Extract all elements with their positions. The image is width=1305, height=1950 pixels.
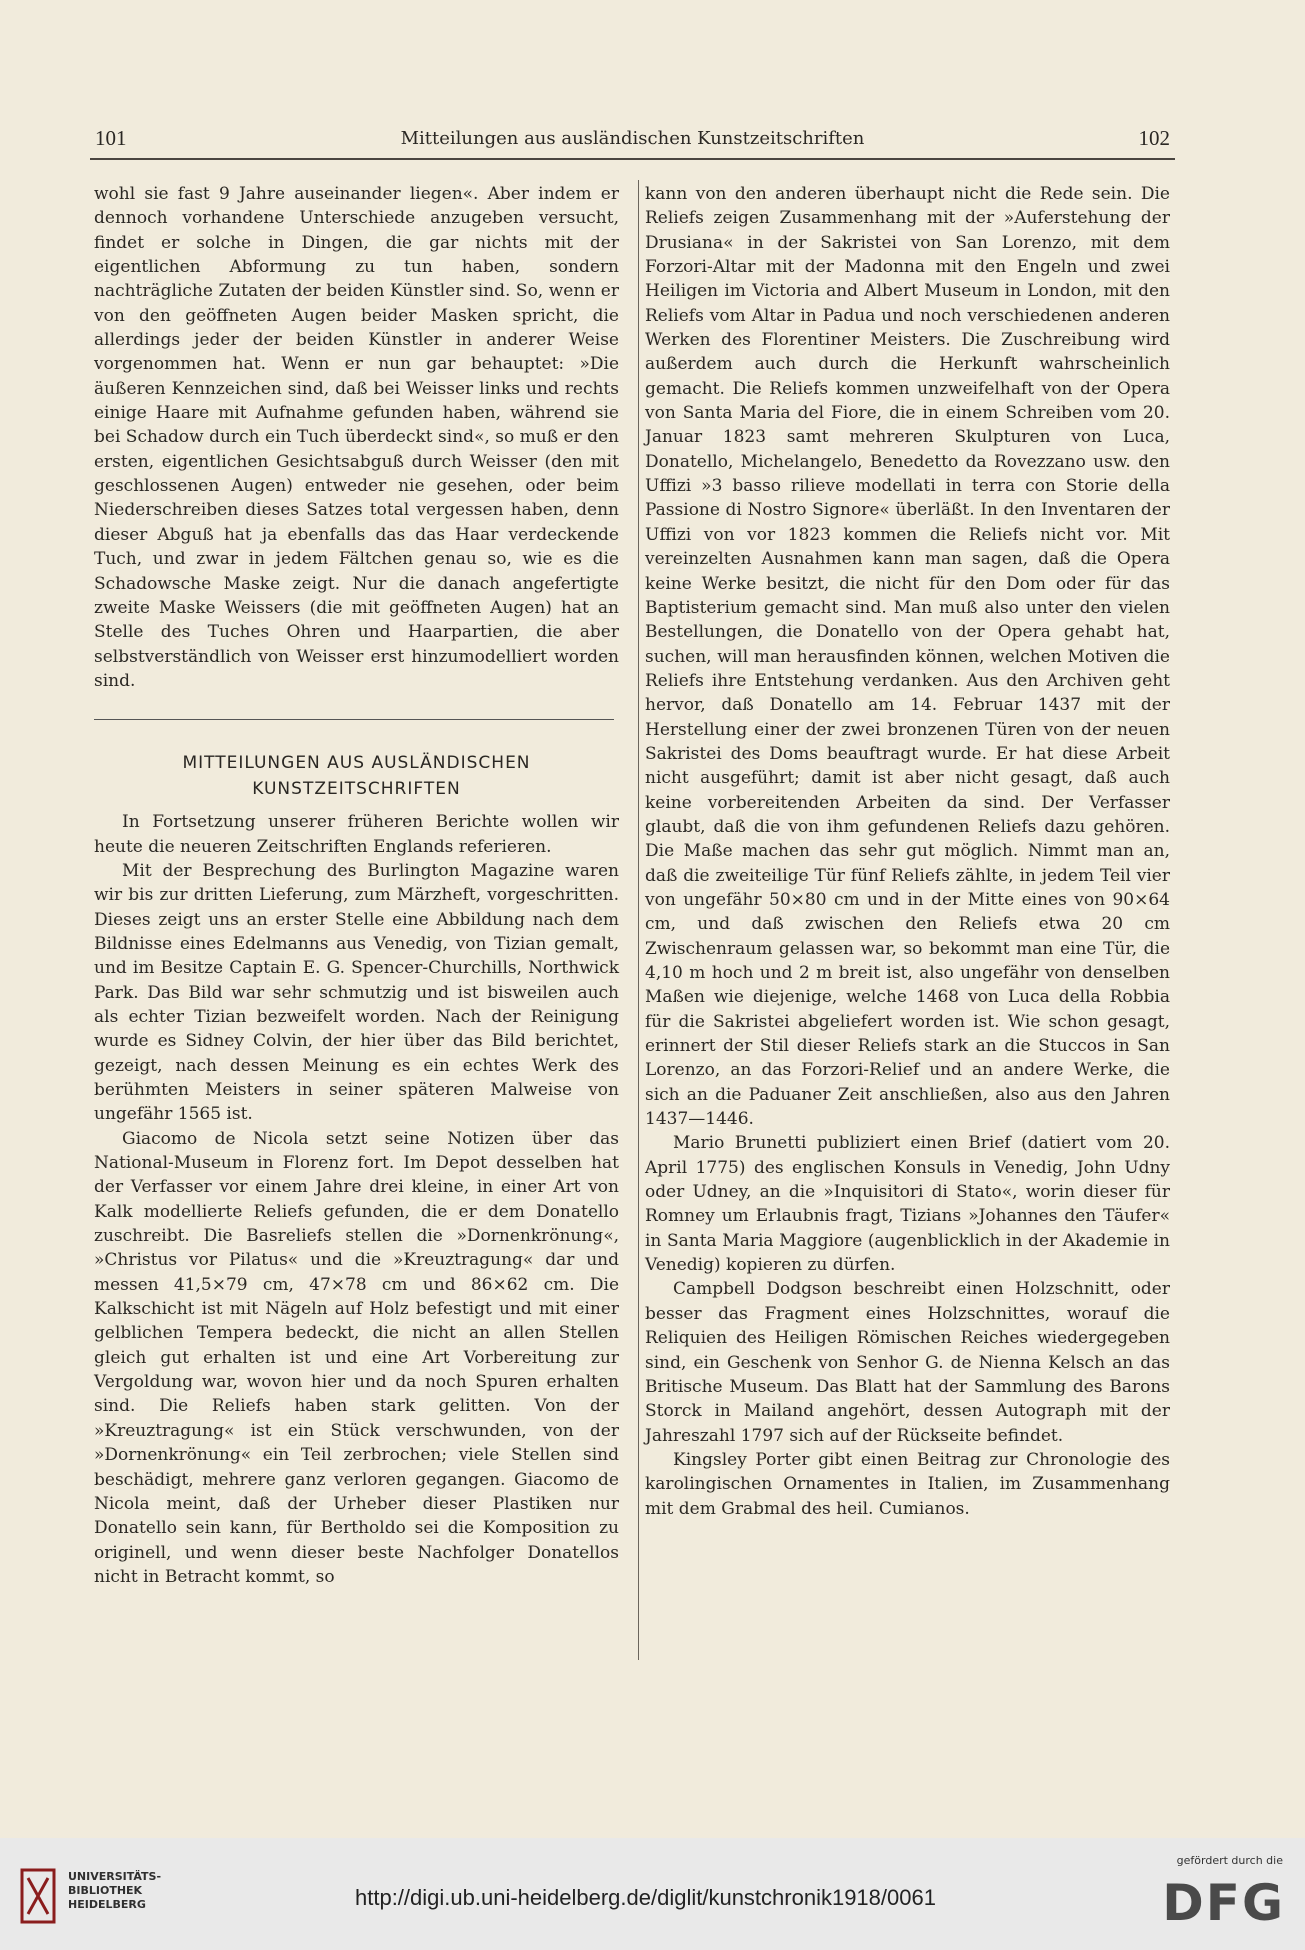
header-rule [90,158,1175,160]
digitization-footer [0,1838,1305,1950]
paragraph: wohl sie fast 9 Jahre auseinander liegen«. Aber indem er dennoch vorhandene Unterschiede anzugeben versucht, findet er solche in Dingen, die gar nichts mit der eigentlichen Abformung zu tun haben, sondern nachträgliche Zutaten der beiden Künstler sind. So, wenn er von den geöffneten Augen beider Masken spricht, die allerdings jeder der beiden Künstler in anderer Weise vorgenommen hat. Wenn er nun gar behauptet: »Die äußeren Kennzeichen sind, daß bei Weisser links und rechts einige Haare mit Aufnahme gefunden haben, während sie bei Schadow durch ein Tuch überdeckt sind«, so muß er den ersten, eigentlichen Gesichtsabguß durch Weisser (den mit geschlossenen Augen) entweder nie gesehen, oder beim Niederschreiben dieses Satzes total vergessen haben, denn dieser Abguß hat ja ebenfalls das das Haar verdeckende Tuch, und zwar in jedem Fältchen genau so, wie es die Schadowsche Maske zeigt. Nur die danach angefertigte zweite Maske Weissers (die mit geöffneten Augen) hat an Stelle des Tuches Ohren und Haarpartien, die aber selbstverständlich von Weisser erst hinzumodelliert worden sind. [94,184,619,691]
permalink[interactable]: http://digi.ub.uni-heidelberg.de/diglit/kunstchronik1918/0061 [355,1885,936,1910]
paragraph: Mit der Besprechung des Burlington Magazine waren wir bis zur dritten Lieferung, zum Märzheft, vorgeschritten. Dieses zeigt uns an erster Stelle eine Abbildung nach dem Bildnisse eines Edelmanns aus Venedig, von Tizian gemalt, und im Besitze Captain E. G. Spencer-Churchills, Northwick Park. Das Bild war sehr schmutzig und ist bisweilen auch als echter Tizian bezweifelt worden. Nach der Reinigung wurde es Sidney Colvin, der hier über das Bild berichtet, gezeigt, nach dessen Meinung es ein echtes Werk des berühmten Meisters in seiner späteren Malweise von ungefähr 1565 ist. [94,860,619,1125]
dfg-logo: DFG [1162,1874,1285,1932]
section-title: MITTEILUNGEN AUS AUSLÄNDISCHEN KUNSTZEITSCHRIFTEN [182,753,531,800]
university-seal-icon [18,1866,58,1926]
paragraph: Campbell Dodgson beschreibt einen Holzschnitt, oder besser das Fragment eines Holzschnittes, worauf die Reliquien des Heiligen Römischen Reiches wiedergegeben sind, ein Geschenk von Senhor G. de Nienna Kelsch an das Britische Museum. Das Blatt hat der Sammlung des Barons Storck in Mailand angehört, dessen Autograph mit der Jahreszahl 1797 sich auf der Rückseite befindet. [645,1279,1170,1446]
right-column [645,182,1170,1521]
institution-name: UNIVERSITÄTS- BIBLIOTHEK HEIDELBERG [68,1870,162,1911]
paragraph: kann von den anderen überhaupt nicht die Rede sein. Die Reliefs zeigen Zusammenhang mit der »Auferstehung der Drusiana« in der Sakristei von San Lorenzo, mit dem Forzori-Altar mit der Madonna mit den Engeln und zwei Heiligen im Victoria and Albert Museum in London, mit den Reliefs vom Altar in Padua und noch verschiedenen anderen Werken des Florentiner Meisters. Die Zuschreibung wird außerdem auch durch die Herkunft wahrscheinlich gemacht. Die Reliefs kommen unzweifelhaft von der Opera von Santa Maria del Fiore, die in einem Schreiben vom 20. Januar 1823 samt mehreren Skulpturen von Luca, Donatello, Michelangelo, Benedetto da Rovezzano usw. den Uffizi »3 basso rilieve modellati in terra con Storie della Passione di Nostro Signore« überläßt. In den Inventaren der Uffizi von vor 1823 kommen die Reliefs nicht vor. Mit vereinzelten Ausnahmen kann man sagen, daß die Opera keine Werke besitzt, die nicht für den Dom oder für das Baptisterium gemacht sind. Man muß also unter den vielen Bestellungen, die Donatello von der Opera gehabt hat, suchen, will man herausfinden können, welchen Motiven die Reliefs ihre Entstehung verdanken. Aus den Archiven geht hervor, daß Donatello am 14. Februar 1437 mit der Herstellung einer der zwei bronzenen Türen von der neuen Sakristei des Doms beauftragt wurde. Er hat diese Arbeit nicht ausgeführt; damit ist aber nicht gesagt, daß auch keine vorbereitenden Arbeiten da sind. Der Verfasser glaubt, daß die von ihm gefundenen Reliefs dazu gehören. Die Maße machen das sehr gut möglich. Nimmt man an, daß die zweiteilige Tür fünf Reliefs zählte, in jedem Teil vier von ungefähr 50×80 cm und in der Mitte eines von 90×64 cm, und daß zwischen den Reliefs etwa 20 cm Zwischenraum gelassen war, so bekommt man eine Tür, die 4,10 m hoch und 2 m breit ist, also ungefähr von denselben Maßen wie diejenige, welche 1468 von Luca della Robbia für die Sakristei abgeliefert worden ist. Wie schon gesagt, erinnert der Stil dieser Reliefs stark an die Stuccos in San Lorenzo, an das Forzori-Relief und an andere Werke, die sich an die Paduaner Zeit anschließen, also aus den Jahren 1437—1446. [645,184,1170,1130]
running-title: Mitteilungen aus ausländischen Kunstzeitschriften [400,128,865,149]
page-number-right: 102 [1138,126,1170,150]
paragraph: Giacomo de Nicola setzt seine Notizen über das National-Museum in Florenz fort. Im Depot desselben hat der Verfasser vor einem Jahre drei kleine, in einer Art von Kalk modellierte Reliefs gefunden, die er dem Donatello zuschreibt. Die Basreliefs stellen die »Dornenkrönung«, »Christus vor Pilatus« und die »Kreuztragung« dar und messen 41,5×79 cm, 47×78 cm und 86×62 cm. Die Kalkschicht ist mit Nägeln auf Holz befestigt und mit einer gelblichen Tempera bedeckt, die nicht an allen Stellen gleich gut erhalten ist und eine Art Vorbereitung zur Vergoldung war, wovon hier und da noch Spuren erhalten sind. Die Reliefs haben stark gelitten. Von der »Kreuztragung« ist ein Stück verschwunden, von der »Dornenkrönung« ein Teil zerbrochen; viele Stellen sind beschädigt, mehrere ganz verloren gegangen. Giacomo de Nicola meint, daß der Urheber dieser Plastiken nur Donatello sein kann, für Bertholdo sei die Komposition zu originell, und wenn dieser beste Nachfolger Donatellos nicht in Betracht kommt, so [94,1128,619,1587]
running-head [95,126,1170,154]
paragraph: Kingsley Porter gibt einen Beitrag zur Chronologie des karolingischen Ornamentes in Italien, im Zusammenhang mit dem Grabmal des heil. Cumianos. [645,1449,1170,1519]
paragraph: Mario Brunetti publiziert einen Brief (datiert vom 20. April 1775) des englischen Konsuls in Venedig, John Udny oder Udney, an die »Inquisitori di Stato«, worin dieser für Romney um Erlaubnis fragt, Tizians »Johannes den Täufer« in Santa Maria Maggiore (augenblicklich in der Akademie in Venedig) kopieren zu dürfen. [645,1133,1170,1276]
paragraph: In Fortsetzung unserer früheren Berichte wollen wir heute die neueren Zeitschriften Englands referieren. [94,812,619,857]
section-divider [94,719,614,720]
left-column [94,182,619,1589]
column-divider [638,180,639,1660]
funding-note: gefördert durch die [1176,1854,1283,1867]
page-number-left: 101 [95,126,127,150]
